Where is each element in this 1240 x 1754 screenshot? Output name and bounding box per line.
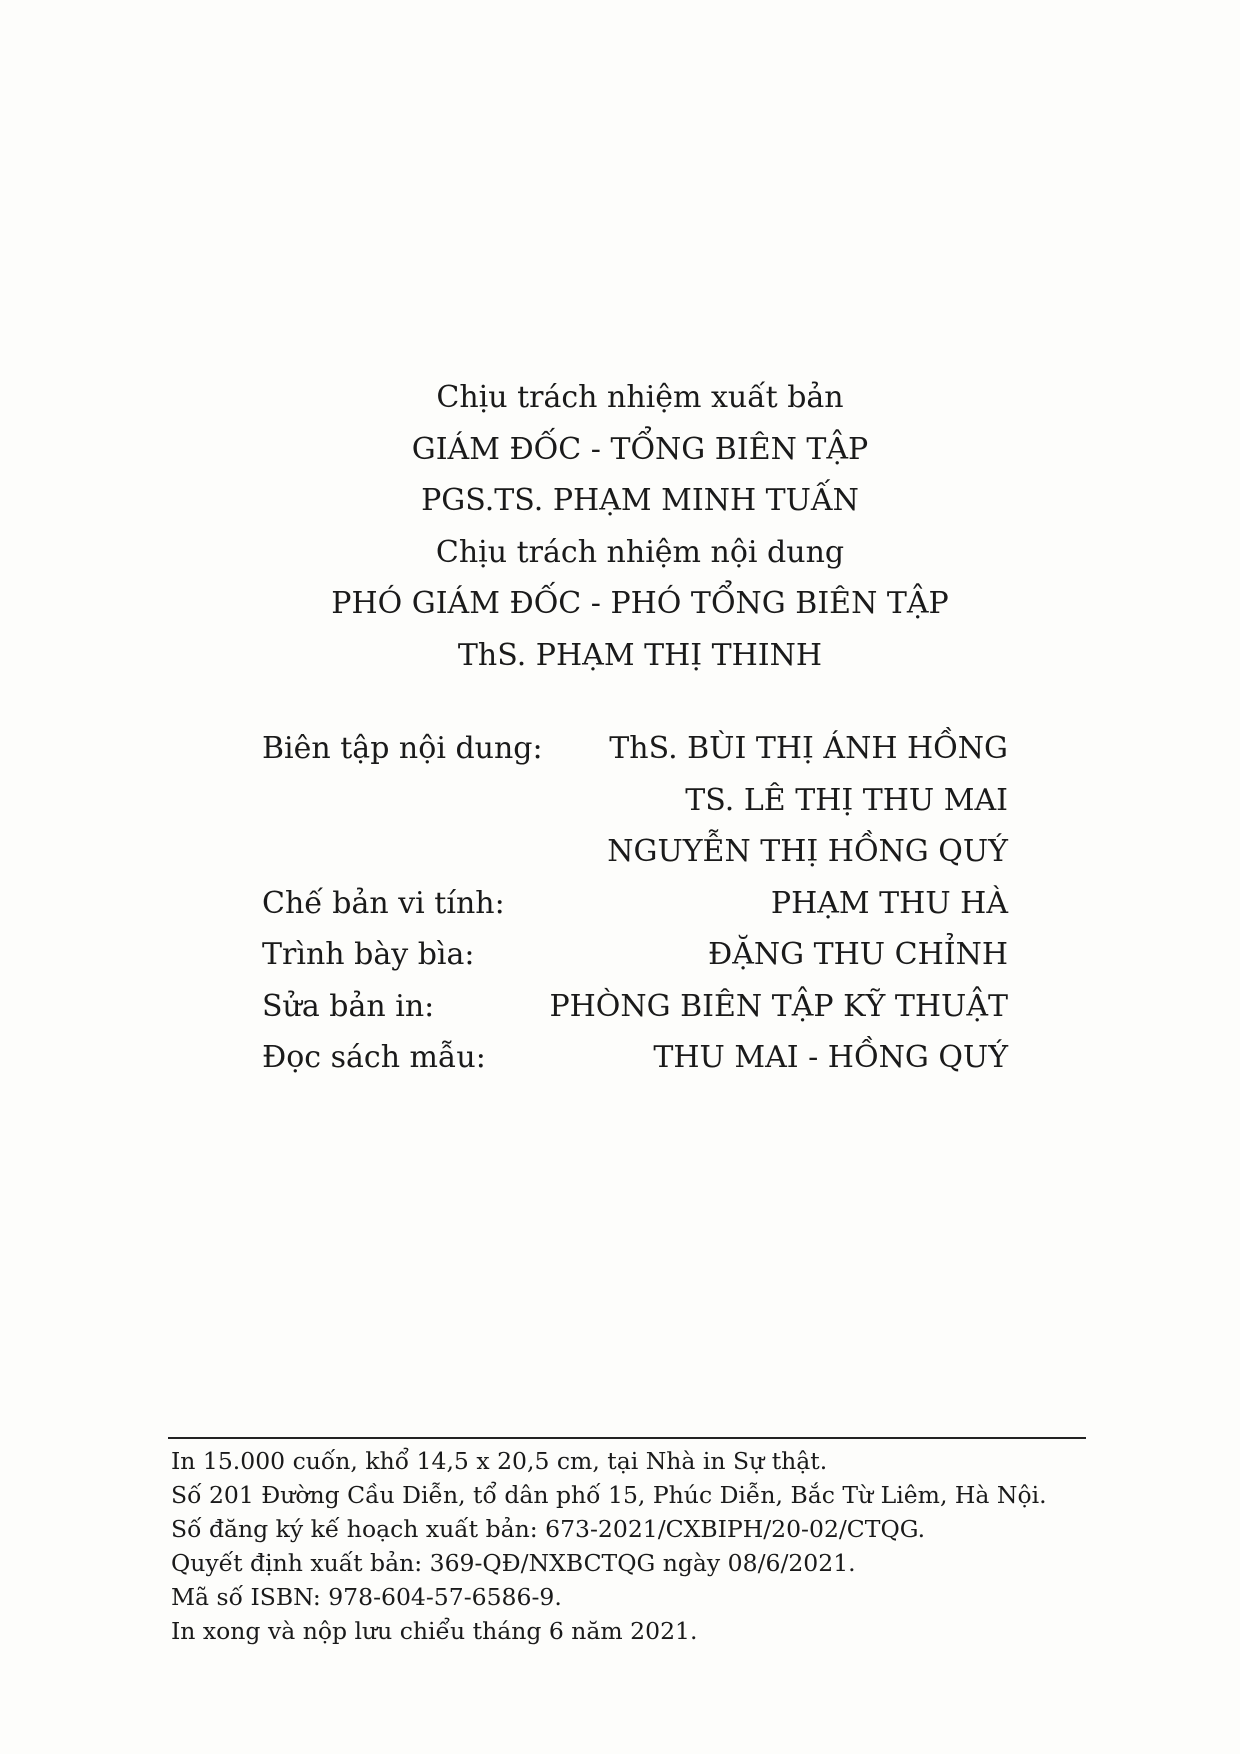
content-responsibility-heading: Chịu trách nhiệm nội dung xyxy=(435,534,845,570)
credit-value: NGUYỄN THỊ HỒNG QUÝ xyxy=(607,834,1008,869)
isbn-line: Mã số ISBN: 978-604-57-6586-9. xyxy=(171,1583,562,1611)
publishing-responsibility-heading: Chịu trách nhiệm xuất bản xyxy=(436,380,844,415)
credit-value: PHÒNG BIÊN TẬP KỸ THUẬT xyxy=(549,988,1008,1024)
imprint-divider xyxy=(168,1437,1086,1439)
credit-value: ĐẶNG THU CHỈNH xyxy=(708,937,1008,972)
credit-row xyxy=(262,981,1008,1033)
credit-label: Chế bản vi tính: xyxy=(262,885,505,921)
credit-label: Trình bày bìa: xyxy=(262,937,475,972)
credits-list xyxy=(262,723,1008,1084)
credit-label: Đọc sách mẫu: xyxy=(262,1040,486,1075)
publishing-director-name: PGS.TS. PHẠM MINH TUẤN xyxy=(421,483,859,518)
credit-label: Biên tập nội dung: xyxy=(262,731,543,766)
imprint-block xyxy=(171,1444,1091,1648)
registration-number-line: Số đăng ký kế hoạch xuất bản: 673-2021/CXBIPH/20-02/CTQG. xyxy=(171,1515,926,1543)
legal-deposit-line: In xong và nộp lưu chiểu tháng 6 năm 2021. xyxy=(171,1617,698,1645)
publishing-director-title: GIÁM ĐỐC - TỔNG BIÊN TẬP xyxy=(411,431,869,467)
credit-value: ThS. BÙI THỊ ÁNH HỒNG xyxy=(609,731,1008,766)
credit-value: THU MAI - HỒNG QUÝ xyxy=(653,1040,1008,1075)
deputy-director-name: ThS. PHẠM THỊ THINH xyxy=(457,637,823,673)
publishing-decision-line: Quyết định xuất bản: 369-QĐ/NXBCTQG ngày 08/6/2021. xyxy=(171,1549,856,1577)
credit-row xyxy=(262,723,1008,775)
credit-row xyxy=(262,775,1008,827)
credit-row xyxy=(262,826,1008,878)
print-run-line: In 15.000 cuốn, khổ 14,5 x 20,5 cm, tại Nhà in Sự thật. xyxy=(171,1447,828,1475)
credit-row xyxy=(262,1032,1008,1084)
deputy-director-title: PHÓ GIÁM ĐỐC - PHÓ TỔNG BIÊN TẬP xyxy=(331,586,949,621)
printer-address-line: Số 201 Đường Cầu Diễn, tổ dân phố 15, Phúc Diễn, Bắc Từ Liêm, Hà Nội. xyxy=(171,1481,1047,1509)
credit-row xyxy=(262,929,1008,981)
responsibility-block xyxy=(320,372,960,681)
credit-value: TS. LÊ THỊ THU MAI xyxy=(685,782,1008,818)
credit-row xyxy=(262,878,1008,930)
credit-label: Sửa bản in: xyxy=(262,988,435,1024)
credit-value: PHẠM THU HÀ xyxy=(770,885,1008,921)
